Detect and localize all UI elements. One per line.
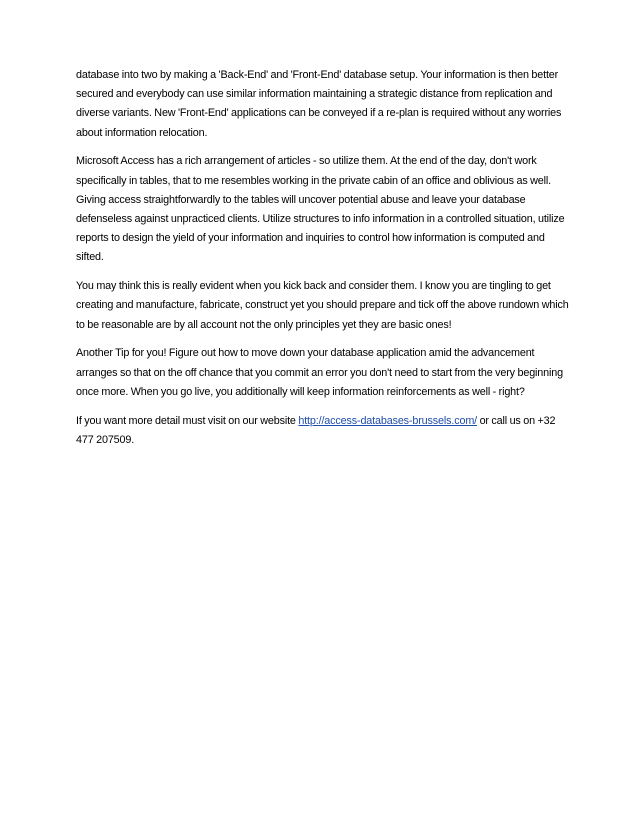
paragraph-database-split: database into two by making a 'Back-End' and 'Front-End' database setup. Your information is then better secured and everybody can use similar information maintaining a strategic distance from replication and diverse variants. New 'Front-End' applications can be conveyed if a re-plan is required without any worries about information relocation. — [76, 69, 562, 139]
paragraph-contact — [76, 412, 570, 450]
website-link[interactable]: http://access-databases-brussels.com/ — [298, 414, 478, 427]
paragraph-basic-principles: You may think this is really evident when you kick back and consider them. I know you are tingling to get creating and manufacture, fabricate, construct yet you should prepare and tick off the above rundown which to be reasonable are by all account not the only principles yet they are basic ones! — [76, 280, 569, 331]
contact-suffix: or call us on +32 477 207509. — [76, 414, 556, 446]
paragraph-backup-tip: Another Tip for you! Figure out how to move down your database application amid the advancement arranges so that on the off chance that you commit an error you don't need to start from the very beginning once more. When you go live, you additionally will keep information reinforcements as well - right? — [76, 347, 563, 398]
document-body — [76, 66, 570, 460]
paragraph-access-objects: Microsoft Access has a rich arrangement of articles - so utilize them. At the end of the day, don't work specifically in tables, that to me resembles working in the private cabin of an office and oblivious as well. Giving access straightforwardly to the tables will uncover potential abuse and leave your database defenseless against unpracticed clients. Utilize structures to info information in a controlled situation, utilize reports to design the yield of your information and inquiries to control how information is computed and sifted. — [76, 155, 565, 264]
contact-prefix: If you want more detail must visit on our website — [76, 414, 299, 427]
